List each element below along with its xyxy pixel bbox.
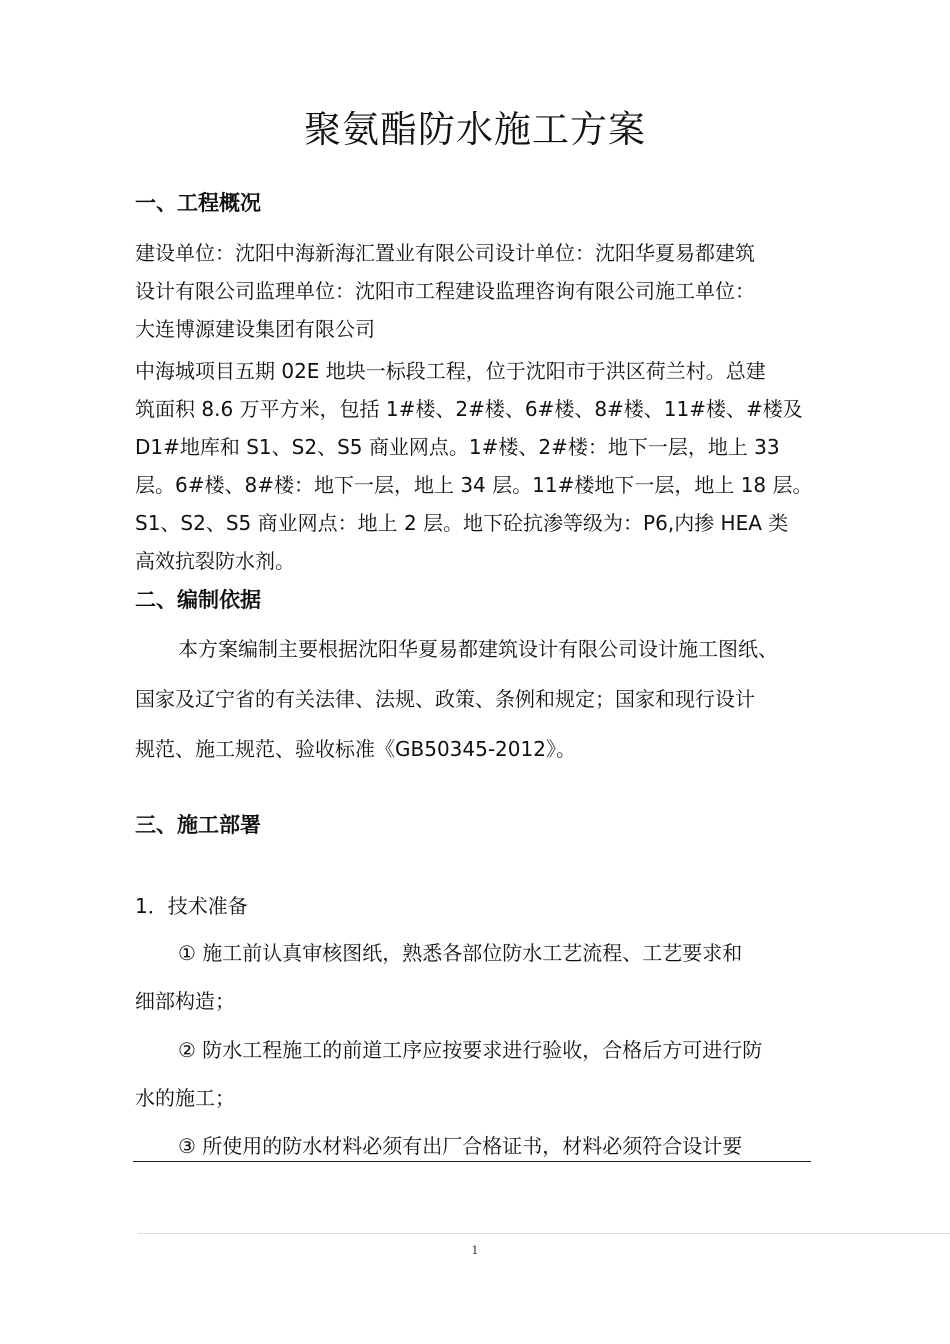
section-2-line: 本方案编制主要根据沈阳华夏易都建筑设计有限公司设计施工图纸、 [178,637,778,661]
section-1-line: 层。6#楼、8#楼：地下一层，地上 34 层。11#楼地下一层，地上 18 层。 [135,473,813,497]
section-1-heading: 一、工程概况 [135,191,261,215]
section-2-line: 规范、施工规范、验收标准《GB50345-2012》。 [135,737,576,761]
section-1-line: 建设单位：沈阳中海新海汇置业有限公司设计单位：沈阳华夏易都建筑 [135,241,755,265]
list-item: ② 防水工程施工的前道工序应按要求进行验收，合格后方可进行防 [178,1038,763,1062]
list-item: 水的施工； [135,1086,235,1110]
section-1-line: S1、S2、S5 商业网点：地上 2 层。地下砼抗渗等级为：P6,内掺 HEA 类 [135,511,789,535]
section-1-line: 中海城项目五期 02E 地块一标段工程，位于沈阳市于洪区荷兰村。总建 [135,359,766,383]
list-item: ③ 所使用的防水材料必须有出厂合格证书，材料必须符合设计要 [178,1134,743,1158]
section-2-line: 国家及辽宁省的有关法律、法规、政策、条例和规定；国家和现行设计 [135,687,755,711]
section-1-line: 设计有限公司监理单位：沈阳市工程建设监理咨询有限公司施工单位： [135,279,755,303]
document-title: 聚氨酯防水施工方案 [304,108,646,151]
page-number: 1 [471,1244,479,1257]
section-1-line: 大连博源建设集团有限公司 [135,317,375,341]
subsection-heading: 1．技术准备 [135,894,248,918]
section-3-heading: 三、施工部署 [135,813,261,837]
list-item: 细部构造； [135,989,235,1013]
section-1-line: D1#地库和 S1、S2、S5 商业网点。1#楼、2#楼：地下一层，地上 33 [135,435,780,459]
section-1-line: 筑面积 8.6 万平方米，包括 1#楼、2#楼、6#楼、8#楼、11#楼、#楼及 [135,397,803,421]
list-item: ① 施工前认真审核图纸，熟悉各部位防水工艺流程、工艺要求和 [178,941,743,965]
text-underline [133,1161,811,1162]
footer-divider [138,1233,950,1234]
section-1-line: 高效抗裂防水剂。 [135,549,295,573]
section-2-heading: 二、编制依据 [135,588,261,612]
